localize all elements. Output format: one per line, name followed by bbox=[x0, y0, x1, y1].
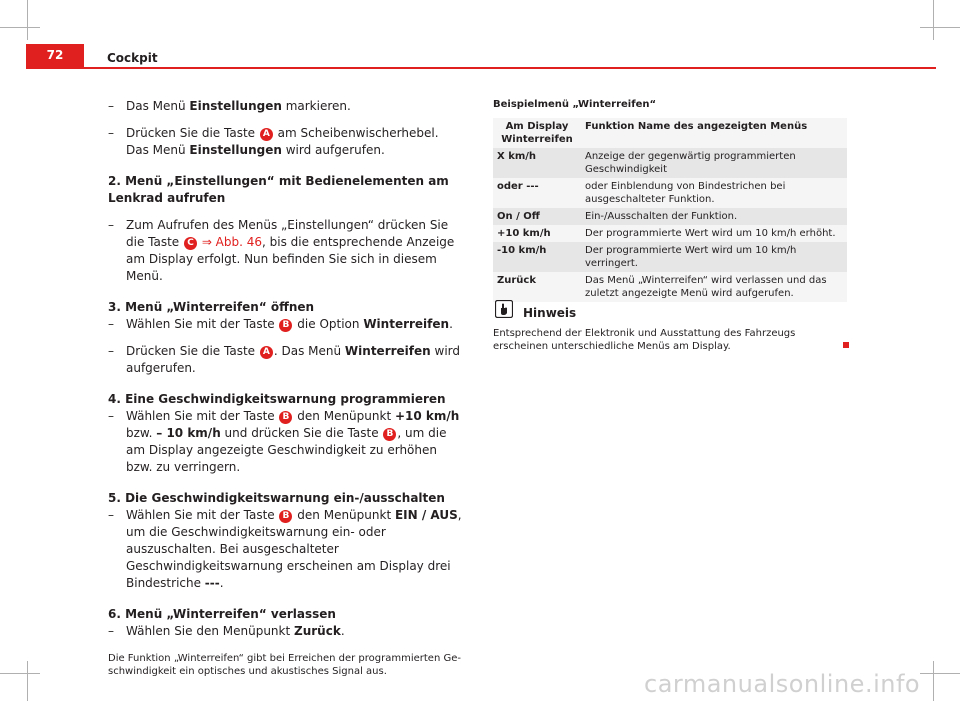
page-number-box bbox=[26, 44, 84, 68]
page-title: Cockpit bbox=[107, 51, 158, 65]
list-item: – Wählen Sie mit der Taste B den Menüpunkt +10 km/h bzw. – 10 km/h und drücken Sie die Taste B , um die am Display angezeigte Geschwindigkeit zu erhöhen bzw. zu verringern. bbox=[108, 409, 460, 474]
section-heading: 3. Menü „Winterreifen“ öffnen bbox=[108, 300, 315, 314]
crop-mark bbox=[933, 661, 934, 701]
table-cell: Der programmierte Wert wird um 10 km/h erhöht. bbox=[585, 228, 836, 239]
table-row bbox=[493, 242, 847, 272]
table-cell: oder Einblendung von Bindestrichen bei ausgeschalteter Funktion. bbox=[585, 181, 786, 205]
list-item: – Zum Aufrufen des Menüs „Einstellungen“ drücken Sie die Taste C ⇒ Abb. 46, bis die entsprechende Anzeige am Display erfolgt. Nun befinden Sie sich in diesem Menü. bbox=[108, 218, 455, 283]
column-header: Funktion Name des angezeigten Menüs bbox=[585, 121, 808, 132]
function-note: Die Funktion „Winterreifen“ gibt bei Erreichen der programmierten Geschwindigkeit ein optisches und akustisches Signal aus. bbox=[108, 653, 461, 677]
key-b-icon: B bbox=[279, 319, 292, 332]
table-cell: +10 km/h bbox=[497, 228, 551, 239]
list-item: – Wählen Sie mit der Taste B die Option Winterreifen. bbox=[108, 317, 453, 331]
hint-title: Hinweis bbox=[523, 306, 577, 320]
table-cell: Das Menü „Winterreifen“ wird verlassen und das zuletzt angezeigte Menü wird aufgerufen. bbox=[585, 275, 827, 299]
table-cell: Anzeige der gegenwärtig programmierten Geschwindigkeit bbox=[585, 151, 796, 175]
key-a-icon: A bbox=[260, 346, 273, 359]
table-cell: Ein-/Ausschalten der Funktion. bbox=[585, 211, 738, 222]
right-column bbox=[493, 98, 847, 352]
watermark: carmanualsonline.info bbox=[644, 670, 921, 698]
section-heading: 4. Eine Geschwindigkeitswarnung programmieren bbox=[108, 392, 446, 406]
table-row bbox=[493, 272, 847, 302]
crop-mark bbox=[920, 27, 960, 28]
table-row bbox=[493, 148, 847, 178]
table-title: Beispielmenü „Winterreifen“ bbox=[493, 99, 657, 110]
table-cell: oder --- bbox=[497, 181, 539, 192]
key-b-icon: B bbox=[279, 411, 292, 424]
section-end-mark bbox=[843, 342, 849, 348]
section-heading: 6. Menü „Winterreifen“ verlassen bbox=[108, 607, 336, 621]
key-c-icon: C bbox=[184, 237, 197, 250]
crop-mark bbox=[920, 673, 960, 674]
list-item: – Das Menü Einstellungen markieren. bbox=[108, 99, 351, 113]
column-header: Am Display Winterreifen bbox=[501, 121, 573, 145]
hint-text: Entsprechend der Elektronik und Ausstattung des Fahrzeugs erscheinen unterschiedliche Menüs am Display. bbox=[493, 328, 796, 352]
crop-mark bbox=[27, 661, 28, 701]
section-heading: 5. Die Geschwindigkeitswarnung ein-/ausschalten bbox=[108, 491, 445, 505]
left-column bbox=[108, 98, 462, 678]
table-row bbox=[493, 178, 847, 208]
section-heading: 2. Menü „Einstellungen“ mit Bedienelementen am Lenkrad aufrufen bbox=[108, 174, 449, 205]
table-cell: Zurück bbox=[497, 275, 536, 286]
list-item: – Drücken Sie die Taste A am Scheibenwischerhebel. Das Menü Einstellungen wird aufgerufen. bbox=[108, 126, 439, 157]
figure-reference-link[interactable]: ⇒ Abb. 46 bbox=[198, 235, 263, 249]
crop-mark bbox=[933, 0, 934, 40]
crop-mark bbox=[27, 0, 28, 40]
key-a-icon: A bbox=[260, 128, 273, 141]
list-item: – Wählen Sie mit der Taste B den Menüpunkt EIN / AUS, um die Geschwindigkeitswarnung ein- oder auszuschalten. Bei ausgeschalteter Geschwindigkeitswarnung erscheinen am Display drei Bindestriche ---. bbox=[108, 508, 462, 590]
table-row bbox=[493, 225, 847, 242]
list-item: – Drücken Sie die Taste A . Das Menü Winterreifen wird aufgerufen. bbox=[108, 344, 460, 375]
page-number: 72 bbox=[46, 48, 64, 62]
crop-mark bbox=[0, 673, 40, 674]
key-b-icon: B bbox=[279, 510, 292, 523]
key-b-icon: B bbox=[383, 428, 396, 441]
table-cell: -10 km/h bbox=[497, 245, 547, 256]
table-header-row bbox=[493, 118, 847, 148]
header-rule bbox=[26, 67, 936, 69]
note-hand-icon bbox=[495, 300, 513, 318]
table-row bbox=[493, 208, 847, 225]
crop-mark bbox=[0, 27, 40, 28]
menu-table bbox=[493, 118, 847, 302]
table-cell: X km/h bbox=[497, 151, 537, 162]
list-item: – Wählen Sie den Menüpunkt Zurück. bbox=[108, 624, 345, 638]
table-cell: On / Off bbox=[497, 211, 540, 222]
table-cell: Der programmierte Wert wird um 10 km/h verringert. bbox=[585, 245, 797, 269]
